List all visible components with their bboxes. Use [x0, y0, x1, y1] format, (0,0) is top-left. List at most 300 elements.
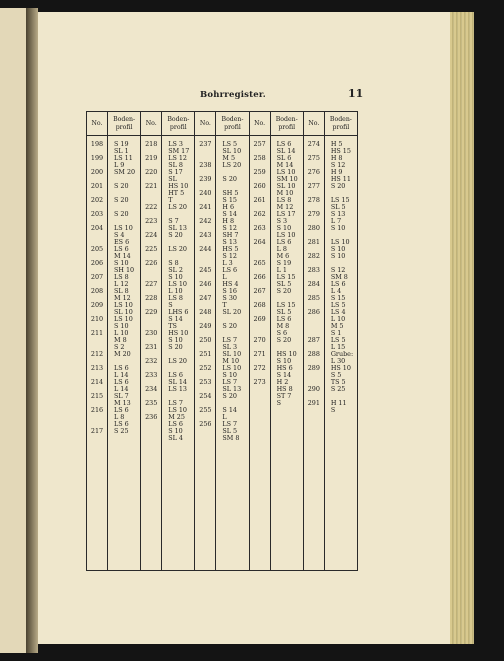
soil-layer: HT 5	[168, 189, 185, 197]
boring-number: 200	[90, 168, 104, 176]
boring-number: 277	[307, 182, 320, 190]
soil-layer: S 14	[222, 210, 237, 218]
boring-number: 227	[145, 280, 158, 288]
page-edges	[450, 12, 474, 644]
boring-number: 229	[145, 308, 158, 316]
soil-layer: S 10	[330, 224, 346, 232]
boring-number: 232	[145, 357, 158, 365]
boring-number: 251	[199, 350, 212, 358]
soil-layer: L 7	[330, 217, 342, 225]
soil-layer: LS 11	[114, 154, 133, 162]
profile-column	[325, 112, 357, 570]
boring-number: 225	[145, 245, 158, 253]
boring-number: 204	[90, 224, 104, 232]
soil-layer: LS 10	[222, 364, 242, 372]
boring-number: 198	[90, 140, 104, 148]
boring-number: 257	[253, 140, 266, 148]
boring-number: 226	[145, 259, 158, 267]
soil-layer: S 10	[114, 259, 129, 267]
book-gutter	[26, 8, 38, 653]
soil-layer: SL 1	[114, 147, 129, 155]
soil-layer: L 1	[276, 266, 287, 274]
soil-layer: LS 6	[168, 420, 183, 428]
number-header: No.	[141, 112, 161, 136]
boring-number: 246	[199, 280, 212, 288]
soil-layer: SL 10	[222, 147, 242, 155]
soil-layer: HS 8	[276, 385, 293, 393]
soil-layer: LS 7	[222, 336, 238, 344]
boring-number: 256	[199, 420, 212, 428]
soil-layer: S 14	[276, 371, 292, 379]
number-header: No.	[87, 112, 107, 136]
soil-layer: LS 17	[276, 210, 296, 218]
soil-layer: S 30	[222, 294, 237, 302]
soil-layer: S 20	[114, 210, 129, 218]
number-header: No.	[304, 112, 324, 136]
boring-number: 238	[199, 161, 212, 169]
soil-layer: SH 7	[222, 231, 239, 239]
boring-number: 243	[199, 231, 212, 239]
boring-number: 210	[90, 315, 104, 323]
boring-number: 253	[199, 378, 212, 386]
profile-column	[271, 112, 303, 570]
boring-number: 213	[90, 364, 104, 372]
soil-layer: H 8	[222, 217, 235, 225]
boring-number: 263	[253, 224, 266, 232]
soil-layer: S 10	[330, 252, 346, 260]
soil-layer: SL 10	[276, 182, 296, 190]
number-column	[141, 112, 162, 570]
profile-header: Boden- profil	[108, 112, 140, 136]
boring-number: 267	[253, 287, 266, 295]
soil-layer: L	[222, 273, 227, 281]
boring-number: 273	[253, 378, 266, 386]
soil-layer: LS 10	[330, 238, 350, 246]
soil-layer: LS 7	[222, 420, 238, 428]
soil-layer: HS 10	[330, 364, 351, 372]
soil-layer: LS 5	[222, 140, 238, 148]
boring-number: 250	[199, 336, 212, 344]
soil-layer: TS 5	[330, 378, 346, 386]
soil-layer: LS 6	[276, 140, 292, 148]
boring-number: 278	[307, 196, 320, 204]
boring-number: 270	[253, 336, 266, 344]
boring-number: 208	[90, 287, 104, 295]
boring-number: 260	[253, 182, 266, 190]
soil-layer: L 8	[276, 245, 287, 253]
soil-layer: S 6	[276, 329, 288, 337]
soil-layer: SL 6	[276, 154, 292, 162]
soil-layer: LS 10	[114, 301, 133, 309]
soil-layer: SL 10	[114, 308, 133, 316]
facing-page-edge	[0, 8, 26, 653]
soil-layer: S 12	[330, 266, 346, 274]
soil-layer: SL 8	[168, 161, 183, 169]
boring-number: 234	[145, 385, 158, 393]
soil-layer: HS 15	[330, 147, 351, 155]
soil-layer: SM 8	[330, 273, 348, 281]
soil-layer: SL 13	[168, 224, 187, 232]
soil-layer: S 10	[222, 371, 237, 379]
soil-layer: L 4	[330, 287, 342, 295]
soil-layer: SL 7	[114, 392, 129, 400]
boring-number: 236	[145, 413, 158, 421]
soil-layer: LS 6	[276, 238, 292, 246]
soil-layer: LS 13	[168, 385, 187, 393]
boring-number: 216	[90, 406, 104, 414]
boring-number: 222	[145, 203, 158, 211]
soil-layer: LS 5	[330, 336, 346, 344]
soil-layer: SL 5	[276, 280, 292, 288]
boring-number: 284	[307, 280, 320, 288]
soil-layer: L 14	[114, 385, 129, 393]
boring-number: 249	[199, 322, 212, 330]
soil-layer: LS 10	[276, 231, 296, 239]
profile-column	[216, 112, 248, 570]
soil-layer: S 3	[276, 217, 288, 225]
soil-layer: LS 10	[114, 224, 133, 232]
boring-number: 274	[307, 140, 320, 148]
boring-number: 286	[307, 308, 320, 316]
soil-layer: S 10	[276, 357, 292, 365]
boring-number: 223	[145, 217, 158, 225]
soil-layer: M 10	[222, 357, 240, 365]
soil-layer: M 14	[114, 252, 131, 260]
soil-layer: SL	[168, 175, 177, 183]
column-group	[195, 112, 249, 570]
column-group	[250, 112, 304, 570]
boring-number: 259	[253, 168, 266, 176]
soil-layer: M 5	[222, 154, 236, 162]
page-number: 11	[348, 87, 364, 100]
soil-layer: LS 10	[168, 280, 187, 288]
number-column	[304, 112, 325, 570]
soil-layer: S 19	[114, 140, 129, 148]
boring-number: 244	[199, 245, 212, 253]
boring-number: 207	[90, 273, 104, 281]
soil-layer: L	[222, 413, 227, 421]
soil-layer: M 6	[276, 252, 290, 260]
soil-layer: HS 6	[276, 364, 293, 372]
boring-number: 221	[145, 182, 158, 190]
soil-layer: S 20	[114, 182, 129, 190]
soil-layer: S 2	[114, 343, 125, 351]
soil-layer: LS 20	[222, 161, 242, 169]
profile-column	[108, 112, 140, 570]
soil-layer: M 10	[276, 189, 294, 197]
soil-layer: SL 5	[330, 203, 346, 211]
boring-number: 271	[253, 350, 266, 358]
soil-layer: L 3	[222, 259, 233, 267]
boring-number: 248	[199, 308, 212, 316]
boring-number: 264	[253, 238, 266, 246]
boring-number: 280	[307, 224, 320, 232]
soil-layer: S 20	[276, 336, 292, 344]
profile-header: Boden- profil	[325, 112, 357, 136]
soil-layer: M 5	[330, 322, 344, 330]
soil-layer: SL 4	[168, 434, 183, 442]
soil-layer: S 20	[114, 196, 129, 204]
boring-number: 242	[199, 217, 212, 225]
soil-layer: L 30	[330, 357, 346, 365]
soil-layer: LS 6	[114, 245, 129, 253]
boring-number: 209	[90, 301, 104, 309]
soil-layer: HS 10	[276, 350, 297, 358]
soil-layer: S	[168, 301, 173, 309]
boring-number: 281	[307, 238, 320, 246]
profile-column	[162, 112, 194, 570]
soil-layer: LS 8	[114, 273, 129, 281]
soil-layer: S 19	[276, 259, 292, 267]
soil-layer: L 8	[114, 413, 125, 421]
boring-number: 203	[90, 210, 104, 218]
boring-number: 240	[199, 189, 212, 197]
boring-number: 252	[199, 364, 212, 372]
soil-layer: H 11	[330, 399, 347, 407]
boring-number: 283	[307, 266, 320, 274]
soil-layer: S 25	[330, 385, 346, 393]
boring-number: 206	[90, 259, 104, 267]
soil-layer: S 20	[168, 231, 183, 239]
soil-layer: LS 20	[168, 357, 187, 365]
boring-number: 245	[199, 266, 212, 274]
soil-layer: L 15	[330, 343, 346, 351]
soil-layer: LS 6	[114, 406, 129, 414]
boring-number: 202	[90, 196, 104, 204]
boring-number: 282	[307, 252, 320, 260]
soil-layer: L 14	[114, 371, 129, 379]
soil-layer: S 10	[168, 427, 183, 435]
boring-number: 268	[253, 301, 266, 309]
boring-number: 199	[90, 154, 104, 162]
boring-number: 290	[307, 385, 320, 393]
soil-layer: LS 3	[168, 140, 183, 148]
soil-layer: S	[276, 399, 281, 407]
soil-layer: LS 8	[168, 294, 183, 302]
soil-layer: LS 6	[330, 280, 346, 288]
soil-layer: LS 4	[330, 308, 346, 316]
soil-layer: SM 8	[222, 434, 240, 442]
soil-layer: H 5	[330, 140, 343, 148]
boring-number: 219	[145, 154, 158, 162]
soil-layer: SL 14	[276, 147, 296, 155]
soil-layer: LS 20	[168, 203, 187, 211]
soil-layer: S 12	[222, 224, 237, 232]
soil-layer: HS 11	[330, 175, 351, 183]
soil-layer: T	[222, 301, 227, 309]
boring-number: 276	[307, 168, 320, 176]
soil-layer: HS 10	[168, 182, 189, 190]
soil-layer: S 15	[330, 294, 346, 302]
boring-number: 247	[199, 294, 212, 302]
soil-layer: LS 6	[114, 364, 129, 372]
boring-number: 272	[253, 364, 266, 372]
boring-number: 211	[90, 329, 104, 337]
soil-layer: HS 10	[168, 329, 189, 337]
soil-layer: S	[330, 406, 336, 414]
boring-number: 231	[145, 343, 158, 351]
soil-layer: SH 5	[222, 189, 239, 197]
soil-layer: M 25	[168, 413, 185, 421]
boring-number: 266	[253, 273, 266, 281]
soil-layer: SL 8	[114, 287, 129, 295]
soil-layer: S 7	[168, 217, 179, 225]
boring-number: 255	[199, 406, 212, 414]
profile-header: Boden- profil	[162, 112, 194, 136]
profile-header: Boden- profil	[216, 112, 248, 136]
number-column	[195, 112, 216, 570]
soil-layer: HS 4	[222, 280, 239, 288]
soil-layer: S 10	[168, 273, 183, 281]
soil-layer: M 8	[276, 322, 290, 330]
soil-layer: LS 6	[276, 315, 292, 323]
boring-number: 254	[199, 392, 212, 400]
boring-number: 205	[90, 245, 104, 253]
boring-number: 214	[90, 378, 104, 386]
number-header: No.	[250, 112, 270, 136]
soil-layer: H 8	[330, 154, 343, 162]
soil-layer: L 10	[114, 329, 129, 337]
column-group	[304, 112, 357, 570]
soil-layer: SM 17	[168, 147, 190, 155]
boring-number: 224	[145, 231, 158, 239]
column-group	[141, 112, 195, 570]
soil-layer: LS 6	[114, 378, 129, 386]
profile-header: Boden- profil	[271, 112, 303, 136]
boring-number: 217	[90, 427, 104, 435]
boring-number: 287	[307, 336, 320, 344]
soil-layer: TS	[168, 322, 177, 330]
boring-number: 237	[199, 140, 212, 148]
number-column	[87, 112, 108, 570]
boring-number: 291	[307, 399, 320, 407]
soil-layer: SM 10	[276, 175, 298, 183]
boring-number: 228	[145, 294, 158, 302]
soil-layer: T	[168, 196, 173, 204]
soil-layer: LS 6	[114, 420, 129, 428]
soil-layer: LS 15	[330, 196, 350, 204]
soil-layer: S 12	[330, 161, 346, 169]
soil-layer: M 20	[114, 350, 131, 358]
soil-layer: SL 13	[222, 385, 242, 393]
soil-layer: L 10	[168, 287, 183, 295]
soil-layer: SL 5	[222, 427, 238, 435]
soil-layer: LS 12	[168, 154, 187, 162]
boring-number: 262	[253, 210, 266, 218]
number-header: No.	[195, 112, 215, 136]
soil-layer: LS 20	[168, 245, 187, 253]
soil-layer: LS 6	[168, 371, 183, 379]
soil-layer: LS 6	[222, 266, 238, 274]
boring-number: 201	[90, 182, 104, 190]
soil-layer: SL 10	[222, 350, 242, 358]
soil-layer: M 14	[276, 161, 294, 169]
register-table	[86, 111, 358, 571]
soil-layer: S 4	[114, 231, 125, 239]
soil-layer: SL 20	[222, 308, 242, 316]
running-head: Bohrregister.	[200, 90, 266, 100]
soil-layer: Grube:	[330, 350, 354, 358]
soil-layer: LS 15	[276, 301, 296, 309]
boring-number: 279	[307, 210, 320, 218]
soil-layer: S 5	[330, 371, 342, 379]
soil-layer: S 10	[114, 322, 129, 330]
boring-number: 218	[145, 140, 158, 148]
soil-layer: LS 10	[114, 315, 133, 323]
soil-layer: LS 15	[276, 273, 296, 281]
soil-layer: SL 14	[168, 378, 187, 386]
boring-number: 289	[307, 364, 320, 372]
soil-layer: M 13	[114, 399, 131, 407]
soil-layer: ST 7	[276, 392, 292, 400]
boring-number: 239	[199, 175, 212, 183]
soil-layer: S 17	[168, 168, 183, 176]
soil-layer: S 20	[330, 182, 346, 190]
boring-number: 275	[307, 154, 320, 162]
soil-layer: LHS 6	[168, 308, 189, 316]
soil-layer: M 12	[276, 203, 294, 211]
soil-layer: S 8	[168, 259, 179, 267]
boring-number: 261	[253, 196, 266, 204]
boring-number: 269	[253, 315, 266, 323]
soil-layer: S 25	[114, 427, 129, 435]
soil-layer: S 20	[222, 322, 237, 330]
soil-layer: LS 5	[330, 301, 346, 309]
soil-layer: S 20	[276, 287, 292, 295]
boring-number: 241	[199, 203, 212, 211]
soil-layer: LS 10	[276, 168, 296, 176]
soil-layer: S 10	[330, 245, 346, 253]
soil-layer: LS 7	[168, 399, 183, 407]
soil-layer: S 14	[168, 315, 183, 323]
boring-number: 235	[145, 399, 158, 407]
soil-layer: H 2	[276, 378, 289, 386]
soil-layer: S 10	[276, 224, 292, 232]
soil-layer: S 1	[330, 329, 342, 337]
soil-layer: S 13	[330, 210, 346, 218]
boring-number: 233	[145, 371, 158, 379]
soil-layer: S 16	[222, 287, 237, 295]
soil-layer: ES 6	[114, 238, 130, 246]
soil-layer: H 9	[330, 168, 343, 176]
soil-layer: S 20	[222, 175, 237, 183]
boring-number: 265	[253, 259, 266, 267]
soil-layer: HS 5	[222, 245, 239, 253]
boring-number: 258	[253, 154, 266, 162]
soil-layer: L 10	[330, 315, 346, 323]
soil-layer: SL 5	[276, 308, 292, 316]
boring-number: 285	[307, 294, 320, 302]
soil-layer: SM 20	[114, 168, 136, 176]
soil-layer: LS 7	[222, 378, 238, 386]
soil-layer: S 12	[222, 252, 237, 260]
soil-layer: S 20	[222, 392, 237, 400]
soil-layer: L 12	[114, 280, 129, 288]
soil-layer: S 10	[168, 336, 183, 344]
soil-layer: LS 8	[276, 196, 292, 204]
boring-number: 220	[145, 168, 158, 176]
soil-layer: M 12	[114, 294, 131, 302]
number-column	[250, 112, 271, 570]
boring-number: 288	[307, 350, 320, 358]
soil-layer: S 14	[222, 406, 237, 414]
soil-layer: SL 3	[222, 343, 238, 351]
soil-layer: L 9	[114, 161, 125, 169]
boring-number: 212	[90, 350, 104, 358]
soil-layer: LS 10	[168, 406, 187, 414]
soil-layer: SL 2	[168, 266, 183, 274]
soil-layer: S 15	[222, 196, 237, 204]
